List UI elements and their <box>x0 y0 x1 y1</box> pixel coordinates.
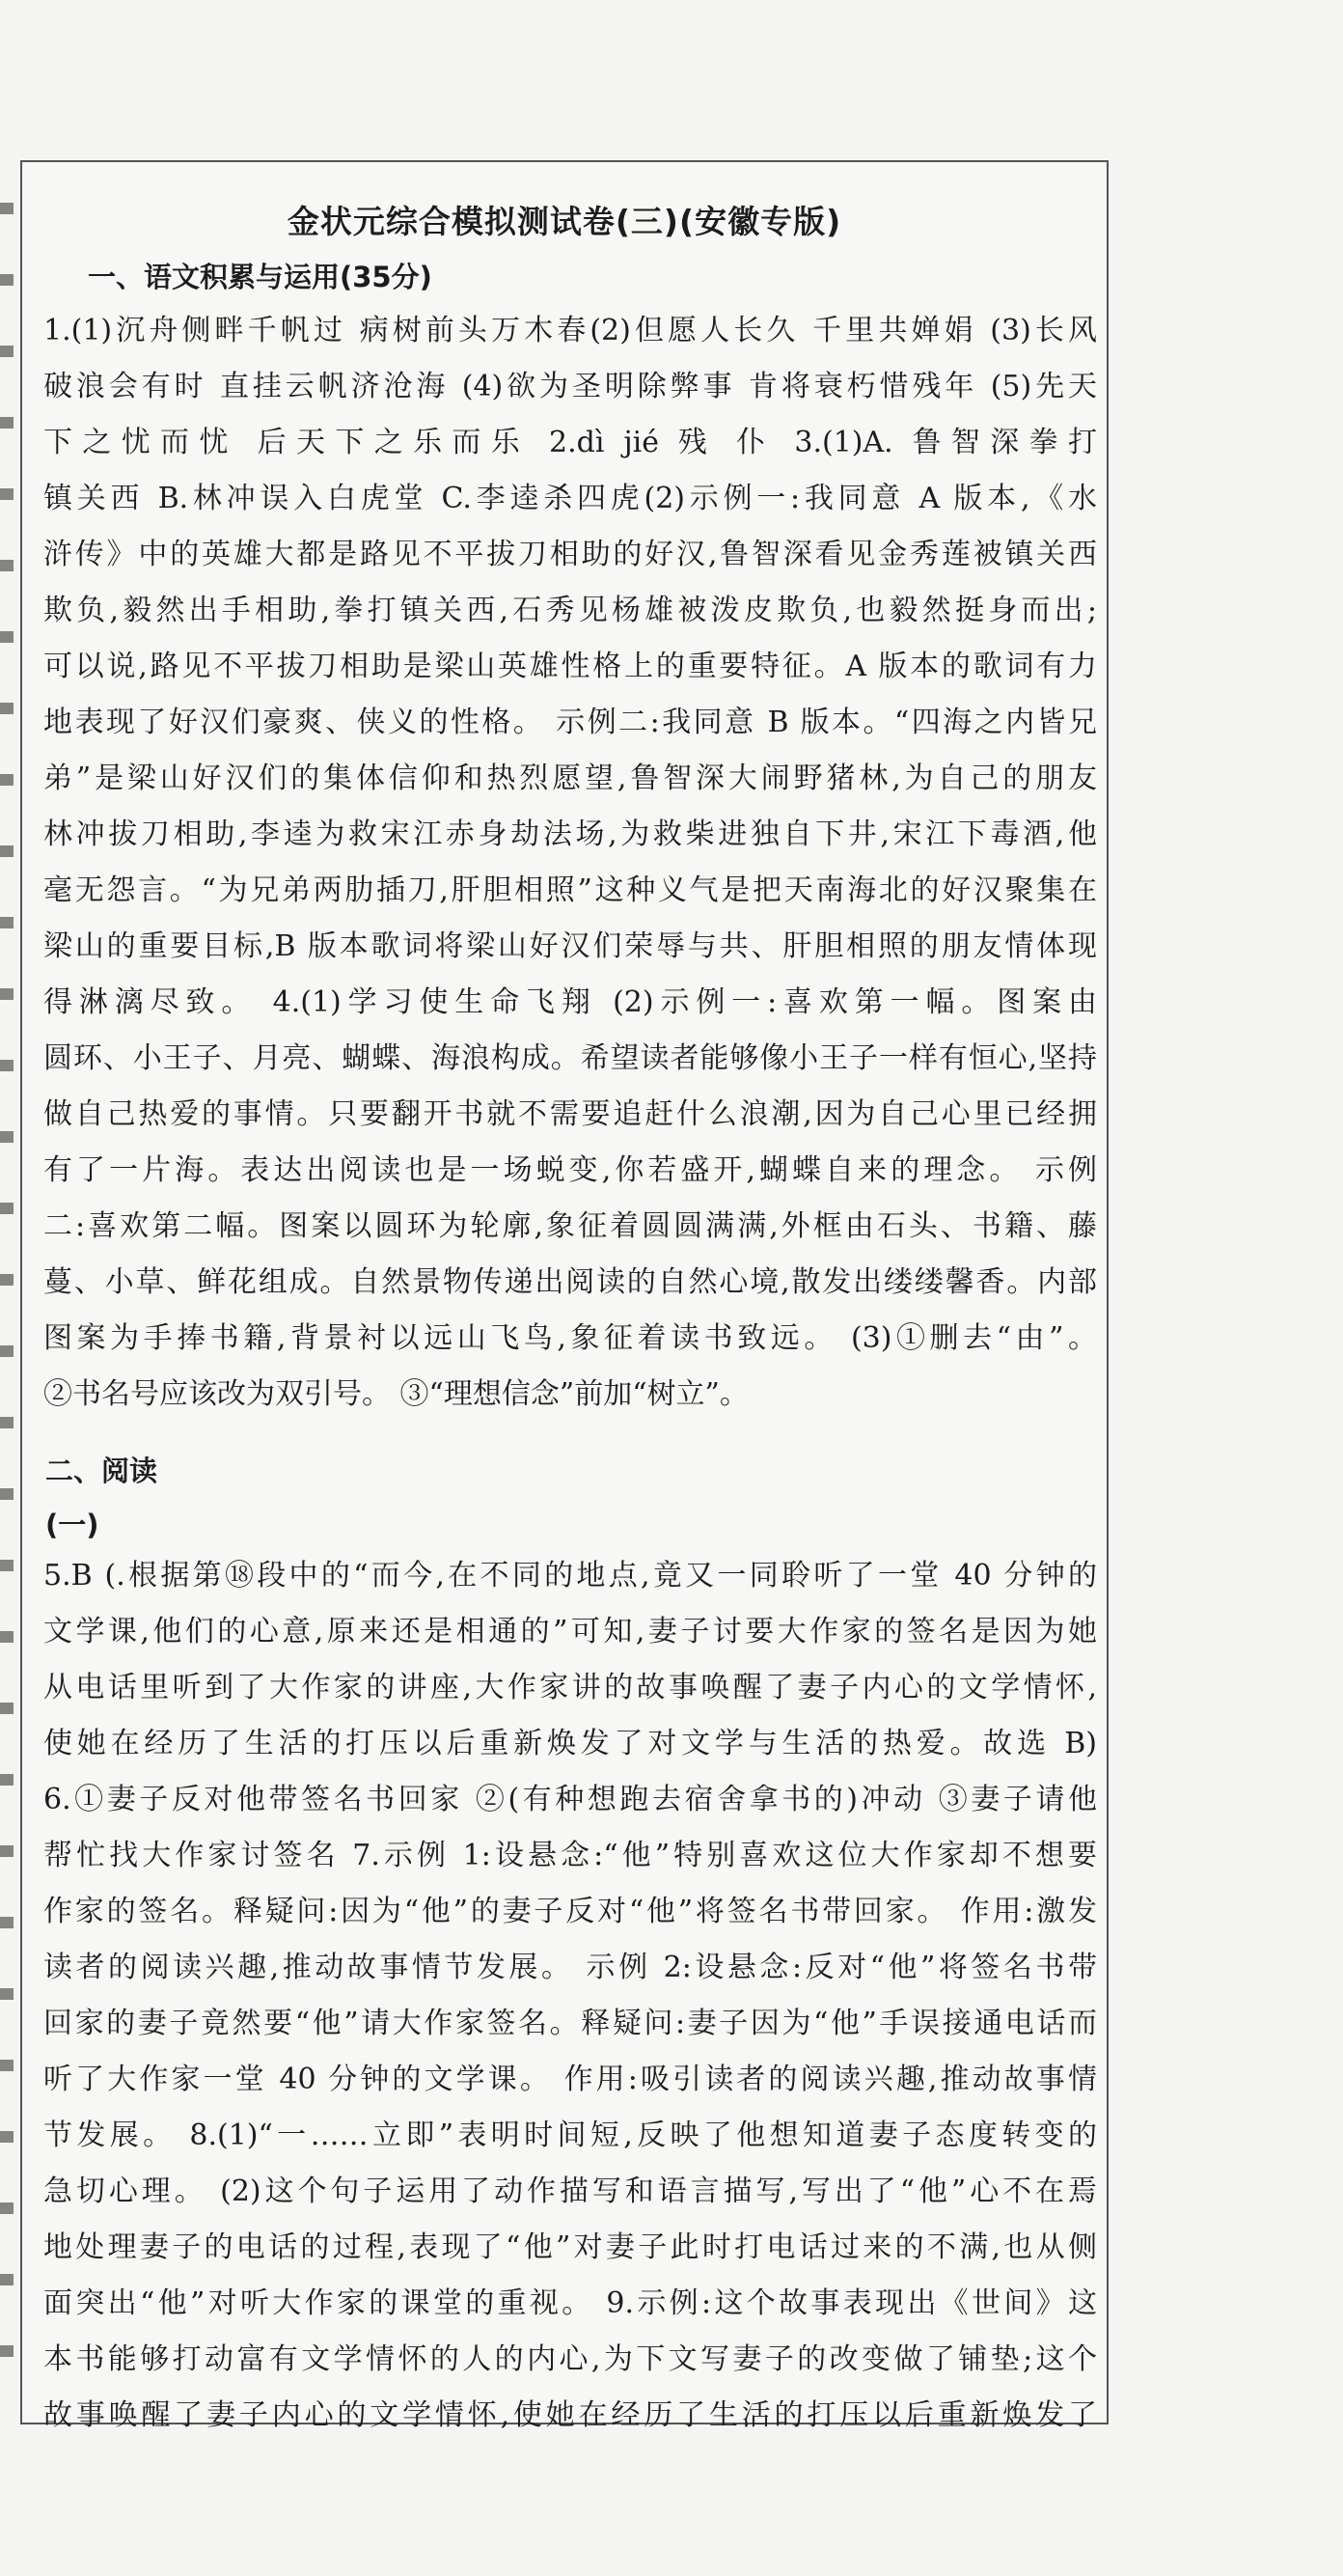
text-line: 圆环、小王子、月亮、蝴蝶、海浪构成。希望读者能够像小王子一样有恒心,坚持 <box>43 1041 1097 1075</box>
text-line: 地处理妻子的电话的过程,表现了“他”对妻子此时打电话过来的不满,也从侧 <box>43 2230 1097 2264</box>
text-line: 回家的妻子竟然要“他”请大作家签名。释疑问:妻子因为“他”手误接通电话而 <box>43 2007 1097 2040</box>
answer-page <box>20 160 1109 2432</box>
text-line: 节发展。 8.(1)“一……立即”表明时间短,反映了他想知道妻子态度转变的 <box>43 2119 1097 2152</box>
text-line: 急切心理。 (2)这个句子运用了动作描写和语言描写,写出了“他”心不在焉 <box>43 2174 1097 2208</box>
text-line: 听了大作家一堂 40 分钟的文学课。 作用:吸引读者的阅读兴趣,推动故事情 <box>43 2063 1097 2096</box>
text-line: 可以说,路见不平拔刀相助是梁山英雄性格上的重要特征。A 版本的歌词有力 <box>43 650 1097 683</box>
text-line: 图案为手捧书籍,背景衬以远山飞鸟,象征着读书致远。 (3)①删去“由”。 <box>43 1321 1097 1355</box>
text-line: 下之忧而忧 后天下之乐而乐 2.dì jié 残 仆 3.(1)A. 鲁智深拳打 <box>43 426 1097 459</box>
text-line: 6.①妻子反对他带签名书回家 ②(有种想跑去宿舍拿书的)冲动 ③妻子请他 <box>43 1783 1097 1816</box>
text-line: 本书能够打动富有文学情怀的人的内心,为下文写妻子的改变做了铺垫;这个 <box>43 2342 1097 2376</box>
section-heading-language: 一、语文积累与运用(35分) <box>88 261 432 293</box>
text-line: 欺负,毅然出手相助,拳打镇关西,石秀见杨雄被泼皮欺负,也毅然挺身而出; <box>43 594 1097 627</box>
page-title: 金状元综合模拟测试卷(三)(安徽专版) <box>287 203 842 240</box>
text-line: 破浪会有时 直挂云帆济沧海 (4)欲为圣明除弊事 肯将衰朽惜残年 (5)先天 <box>43 370 1097 403</box>
section-heading-reading: 二、阅读 <box>45 1454 158 1487</box>
section1-text <box>43 303 1097 1423</box>
subsection-heading: (一) <box>45 1509 99 1541</box>
text-line: 弟”是梁山好汉们的集体信仰和热烈愿望,鲁智深大闹野猪林,为自己的朋友 <box>43 762 1097 795</box>
text-line: 帮忙找大作家讨签名 7.示例 1:设悬念:“他”特别喜欢这位大作家却不想要 <box>43 1839 1097 1872</box>
text-line: 浒传》中的英雄大都是路见不平拔刀相助的好汉,鲁智深看见金秀莲被镇关西 <box>43 538 1097 571</box>
text-line: 做自己热爱的事情。只要翻开书就不需要追赶什么浪潮,因为自己心里已经拥 <box>43 1097 1097 1131</box>
text-line: 作家的签名。释疑问:因为“他”的妻子反对“他”将签名书带回家。 作用:激发 <box>43 1895 1097 1928</box>
text-line: 使她在经历了生活的打压以后重新焕发了对文学与生活的热爱。故选 B) <box>43 1727 1097 1760</box>
text-line: 梁山的重要目标,B 版本歌词将梁山好汉们荣辱与共、肝胆相照的朋友情体现 <box>43 929 1097 963</box>
text-line: 面突出“他”对听大作家的课堂的重视。 9.示例:这个故事表现出《世间》这 <box>43 2286 1097 2320</box>
text-line: 得淋漓尽致。 4.(1)学习使生命飞翔 (2)示例一:喜欢第一幅。图案由 <box>43 985 1097 1019</box>
text-line: 毫无怨言。“为兄弟两肋插刀,肝胆相照”这种义气是把天南海北的好汉聚集在 <box>43 873 1097 907</box>
text-line: 二:喜欢第二幅。图案以圆环为轮廓,象征着圆圆满满,外框由石头、书籍、藤 <box>43 1209 1097 1243</box>
text-line: 文学课,他们的心意,原来还是相通的”可知,妻子讨要大作家的签名是因为她 <box>43 1615 1097 1648</box>
text-line: 地表现了好汉们豪爽、侠义的性格。 示例二:我同意 B 版本。“四海之内皆兄 <box>43 706 1097 739</box>
text-line: ②书名号应该改为双引号。 ③“理想信念”前加“树立”。 <box>43 1377 749 1411</box>
section2-text <box>43 1548 1097 2444</box>
text-line: 5.B (.根据第⑱段中的“而今,在不同的地点,竟又一同聆听了一堂 40 分钟的 <box>43 1559 1097 1593</box>
binding-edge-strip <box>0 164 14 2413</box>
text-line: 故事唤醒了妻子内心的文学情怀,使她在经历了生活的打压以后重新焕发了 <box>43 2398 1097 2432</box>
text-line: 有了一片海。表达出阅读也是一场蜕变,你若盛开,蝴蝶自来的理念。 示例 <box>43 1153 1097 1187</box>
text-line: 蔓、小草、鲜花组成。自然景物传递出阅读的自然心境,散发出缕缕馨香。内部 <box>43 1265 1097 1299</box>
text-line: 林冲拔刀相助,李逵为救宋江赤身劫法场,为救柴进独自下井,宋江下毒酒,他 <box>43 817 1097 851</box>
text-line: 镇关西 B.林冲误入白虎堂 C.李逵杀四虎(2)示例一:我同意 A 版本,《水 <box>43 482 1097 515</box>
text-line: 读者的阅读兴趣,推动故事情节发展。 示例 2:设悬念:反对“他”将签名书带 <box>43 1951 1097 1984</box>
text-line: 从电话里听到了大作家的讲座,大作家讲的故事唤醒了妻子内心的文学情怀, <box>43 1671 1097 1704</box>
text-line: 1.(1)沉舟侧畔千帆过 病树前头万木春(2)但愿人长久 千里共婵娟 (3)长风 <box>43 314 1097 347</box>
